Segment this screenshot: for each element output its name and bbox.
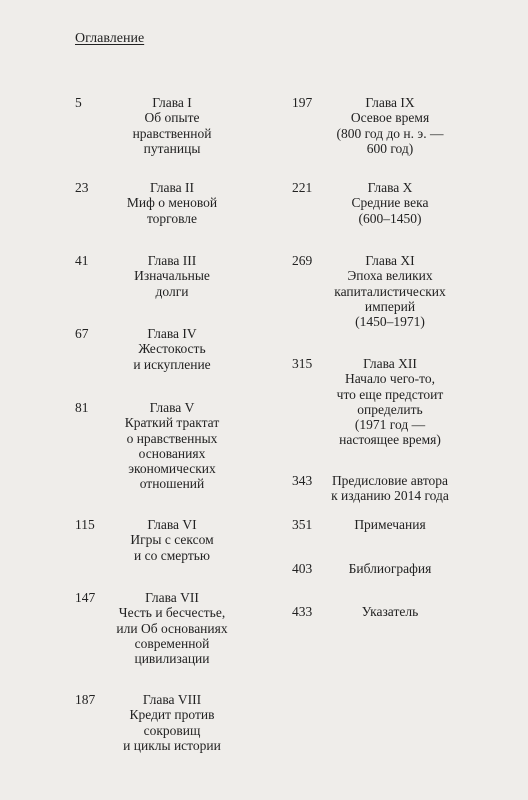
title-line: определить [357,401,423,417]
title-line: Глава VII [145,590,199,605]
page-number: 343 [292,473,313,488]
title-line: Жестокость [138,341,206,357]
title-line: современной [134,635,210,651]
title-line: Начало чего-то, [344,371,436,387]
page-number: 351 [292,517,313,532]
page-number: 23 [75,180,89,195]
title-line: и циклы истории [123,737,221,753]
entry-title [102,326,242,372]
entry-title [322,517,458,532]
title-line: (1450–1971) [355,314,425,330]
page-number: 5 [75,95,82,110]
title-line: торговле [146,210,198,226]
title-line: Глава X [367,180,413,195]
title-line: и искупление [133,356,211,372]
page-number: 433 [292,604,313,619]
entry-title [322,180,458,226]
title-line: Глава IX [365,95,415,110]
title-line: экономических [128,461,216,477]
title-line: Глава VI [147,517,197,532]
entry-title [102,253,242,299]
title-line: или Об основаниях [116,620,228,636]
entry-title [322,561,458,576]
title-line: что еще предстоит [336,386,444,402]
title-line: Игры с сексом [130,532,214,548]
title-line: сокровищ [143,722,201,738]
title-line: Средние века [351,195,429,211]
title-line: Честь и бесчестье, [118,605,226,621]
page-number: 403 [292,561,313,576]
page-number: 115 [75,517,95,532]
page-number: 41 [75,253,89,268]
title-line: Указатель [361,604,419,619]
title-line: Миф о меновой [126,195,218,211]
title-line: Осевое время [350,110,430,126]
title-line: настоящее время) [339,432,441,448]
title-line: Примечания [354,517,426,532]
title-line: Библиография [348,561,432,576]
entry-title [102,180,242,226]
page-number: 147 [75,590,96,605]
entry-title [102,590,242,666]
title-line: Кредит против [129,707,215,723]
page-number: 269 [292,253,313,268]
title-line: путаницы [143,140,201,156]
title-line: Изначальные [134,268,210,284]
title-line: Глава I [152,95,192,110]
title-line: долги [155,283,189,299]
entry-title [322,356,458,448]
title-line: о нравственных [126,430,218,446]
title-line: Глава II [149,180,195,195]
page-number: 67 [75,326,89,341]
title-line: (600–1450) [358,210,422,226]
entry-title [102,517,242,563]
title-line: нравственной [132,125,212,141]
title-line: Глава V [149,400,195,415]
title-line: 600 год) [366,140,414,156]
entry-title [102,95,242,156]
title-line: капиталистических [334,283,446,299]
entry-title [322,95,458,156]
title-line: Эпоха великих [347,268,433,284]
page-number: 81 [75,400,89,415]
page-number: 221 [292,180,313,195]
title-line: Глава XI [365,253,415,268]
page-number: 187 [75,692,96,707]
title-line: к изданию 2014 года [331,488,449,504]
title-line: (800 год до н. э. — [336,125,444,141]
title-line: основаниях [138,445,206,461]
title-line: Глава VIII [142,692,202,707]
entry-title [322,253,458,329]
page-title: Оглавление [75,31,145,46]
entry-title [322,604,458,619]
entry-title [102,400,242,492]
title-line: Глава III [147,253,197,268]
title-line: Краткий трактат [124,415,220,431]
title-line: империй [364,298,416,314]
title-line: Глава IV [147,326,197,341]
entry-title [322,473,458,504]
title-line: Глава XII [363,356,417,371]
title-line: Об опыте [144,110,200,126]
page-number: 197 [292,95,313,110]
title-line: отношений [139,476,205,492]
title-line: Предисловие автора [331,473,449,488]
page-number: 315 [292,356,313,371]
title-line: (1971 год — [354,417,426,433]
entry-title [102,692,242,753]
title-line: цивилизации [134,651,210,667]
title-line: и со смертью [134,547,210,563]
